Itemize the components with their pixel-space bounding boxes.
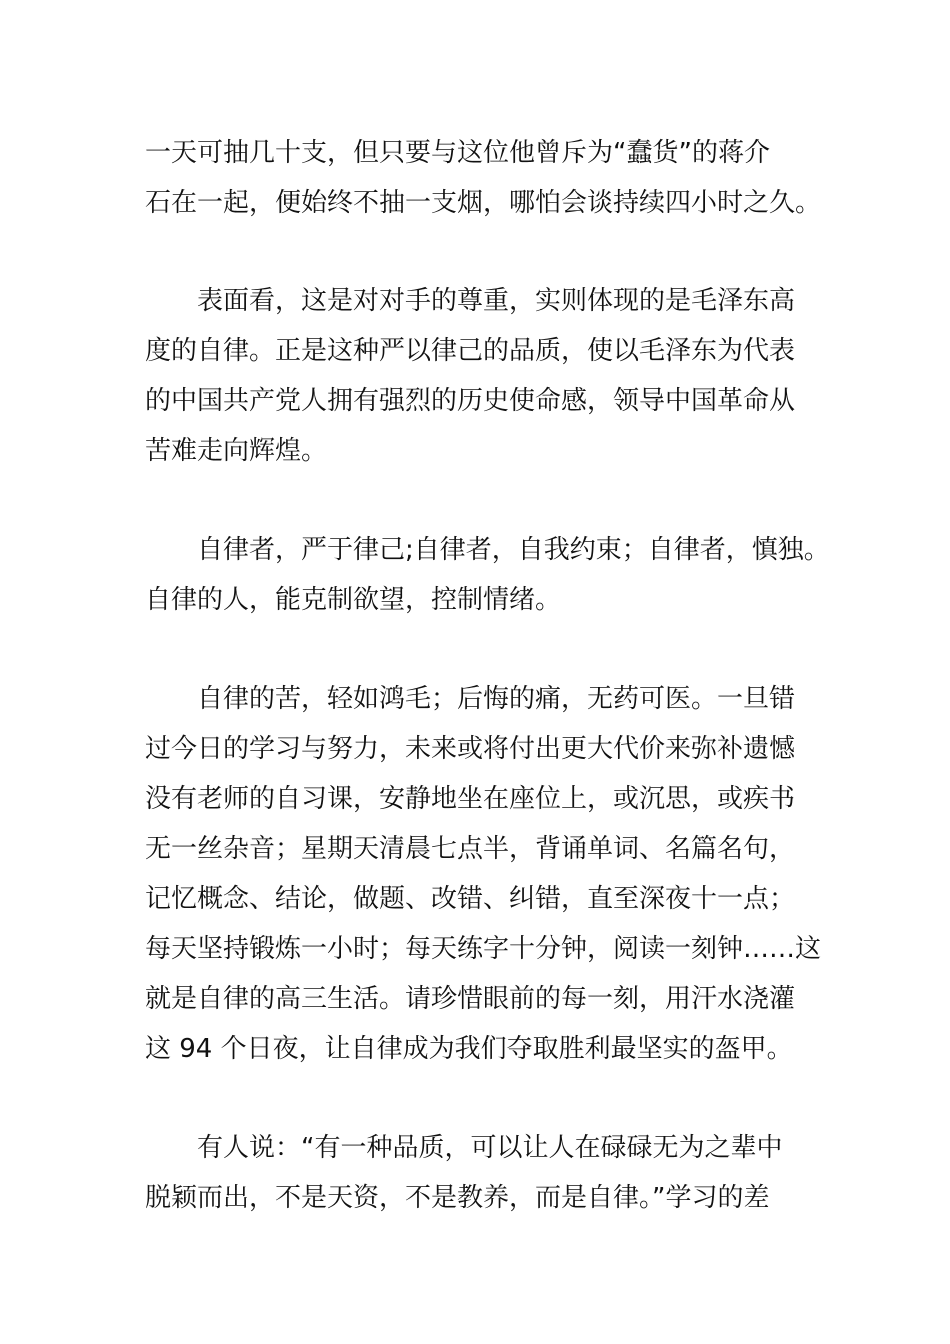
- paragraph-4-line-5: 记忆概念、结论，做题、改错、纠错，直至深夜十一点；: [145, 884, 796, 914]
- paragraph-2-line-4: 苦难走向辉煌。: [145, 436, 328, 466]
- paragraph-4-line-8: 这 94 个日夜，让自律成为我们夺取胜利最坚实的盔甲。: [145, 1034, 793, 1064]
- paragraph-5-line-1: 有人说：“有一种品质，可以让人在碌碌无为之辈中: [197, 1133, 783, 1163]
- paragraph-2-line-2: 度的自律。正是这种严以律己的品质，使以毛泽东为代表: [145, 336, 796, 366]
- paragraph-2-line-3: 的中国共产党人拥有强烈的历史使命感，领导中国革命从: [145, 386, 796, 416]
- paragraph-1-line-1: 一天可抽几十支，但只要与这位他曾斥为“蠢货”的蒋介: [145, 138, 770, 168]
- paragraph-4-line-1: 自律的苦，轻如鸿毛；后悔的痛，无药可医。一旦错: [197, 684, 796, 714]
- paragraph-4-line-3: 没有老师的自习课，安静地坐在座位上，或沉思，或疾书: [145, 784, 796, 814]
- paragraph-4-line-4: 无一丝杂音；星期天清晨七点半，背诵单词、名篇名句，: [145, 834, 796, 864]
- paragraph-4-line-2: 过今日的学习与努力，未来或将付出更大代价来弥补遗憾: [145, 734, 796, 764]
- paragraph-2-line-1: 表面看，这是对对手的尊重，实则体现的是毛泽东高: [197, 286, 796, 316]
- paragraph-4-line-6: 每天坚持锻炼一小时；每天练字十分钟，阅读一刻钟……这: [145, 934, 822, 964]
- paragraph-3-line-1: 自律者，严于律己;自律者，自我约束；自律者，慎独。: [197, 535, 830, 565]
- paragraph-4-line-7: 就是自律的高三生活。请珍惜眼前的每一刻，用汗水浇灌: [145, 984, 796, 1014]
- paragraph-3-line-2: 自律的人，能克制欲望，控制情绪。: [145, 585, 562, 615]
- paragraph-1-line-2: 石在一起，便始终不抽一支烟，哪怕会谈持续四小时之久。: [145, 188, 822, 218]
- paragraph-5-line-2: 脱颖而出，不是天资，不是教养，而是自律。”学习的差: [145, 1183, 770, 1213]
